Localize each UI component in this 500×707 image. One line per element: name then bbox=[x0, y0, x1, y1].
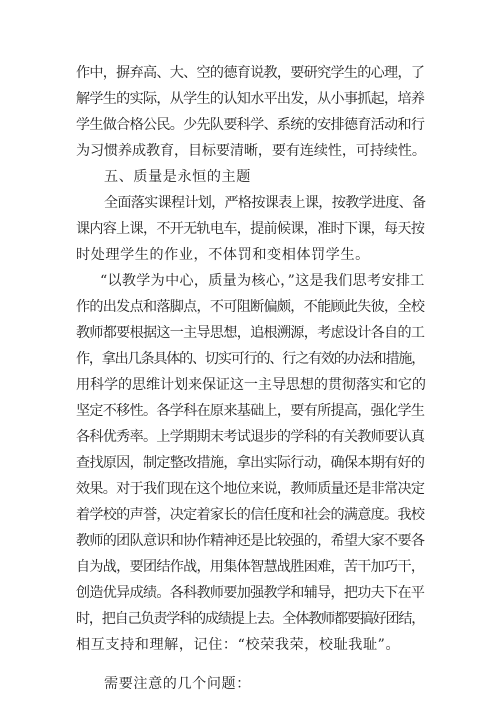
paragraph-line: 坚定不移性。各学科在原来基础上，要有所提高，强化学生 bbox=[76, 403, 425, 419]
paragraph-line: 查找原因，制定整改措施，拿出实际行动，确保本期有好的 bbox=[76, 455, 425, 471]
paragraph-line: 时处理学生的作业，不体罚和变相体罚学生。 bbox=[76, 247, 370, 263]
paragraph-line: 学生做合格公民。少先队要科学、系统的安排德育活动和行 bbox=[76, 117, 425, 133]
section-heading: 需要注意的几个问题： bbox=[104, 676, 251, 692]
paragraph-line: 作的出发点和落脚点，不可阻断偏颇，不能顾此失彼，全校 bbox=[76, 299, 425, 315]
paragraph-line: 着学校的声誉，决定着家长的信任度和社会的满意度。我校 bbox=[76, 507, 425, 523]
paragraph-line: 课内容上课，不开无轨电车，提前候课，准时下课，每天按 bbox=[76, 221, 425, 237]
paragraph-line: 用科学的思维计划来保证这一主导思想的贯彻落实和它的 bbox=[76, 377, 426, 393]
paragraph-line: 作，拿出几条具体的、切实可行的、行之有效的办法和措施， bbox=[76, 351, 425, 367]
paragraph-line: 解学生的实际，从学生的认知水平出发，从小事抓起，培养 bbox=[76, 91, 425, 107]
paragraph-line: 各科优秀率。上学期期末考试退步的学科的有关教师要认真 bbox=[76, 429, 425, 445]
paragraph-line: 教师都要根据这一主导思想，追根溯源，考虑设计各自的工 bbox=[76, 325, 425, 341]
paragraph-line: 为习惯养成教育，目标要清晰，要有连续性，可持续性。 bbox=[76, 143, 426, 159]
paragraph-line: 全面落实课程计划，严格按课表上课，按教学进度、备 bbox=[104, 195, 426, 211]
paragraph-line: 作中，摒弃高、大、空的德育说教，要研究学生的心理，了 bbox=[76, 65, 425, 81]
paragraph-line: 教师的团队意识和协作精神还是比较强的，希望大家不要各 bbox=[76, 533, 425, 549]
paragraph-line: 效果。对于我们现在这个地位来说，教师质量还是非常决定 bbox=[76, 481, 425, 497]
paragraph-line: 自为战，要团结作战，用集体智慧战胜困难，苦干加巧干， bbox=[76, 559, 425, 575]
paragraph-line: 相互支持和理解，记住：“校荣我荣，校耻我耻”。 bbox=[76, 637, 401, 653]
paragraph-line: 时，把自己负责学科的成绩提上去。全体教师都要搞好团结， bbox=[76, 611, 425, 627]
paragraph-line: “以教学为中心，质量为核心，”这是我们思考安排工 bbox=[100, 273, 425, 289]
paragraph-line: 创造优异成绩。各科教师要加强教学和辅导，把功夫下在平 bbox=[76, 585, 425, 601]
section-heading: 五、质量是永恒的主题 bbox=[104, 169, 251, 185]
